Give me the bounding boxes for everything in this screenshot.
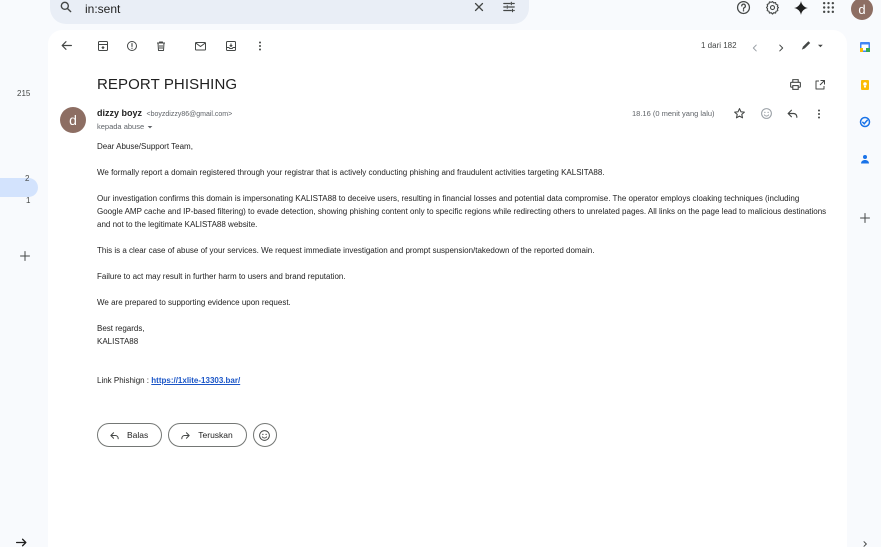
- rail-count-a: 2: [25, 174, 30, 183]
- contacts-icon[interactable]: [859, 153, 871, 165]
- account-avatar[interactable]: d: [851, 0, 873, 20]
- back-arrow-icon[interactable]: [60, 39, 74, 53]
- reply-button-label: Balas: [127, 430, 149, 440]
- search-input[interactable]: in:sent: [85, 2, 121, 16]
- settings-gear-icon[interactable]: [765, 0, 780, 15]
- body-paragraph-5: We are prepared to supporting evidence upon request.: [97, 298, 291, 307]
- add-label-icon[interactable]: [19, 250, 31, 262]
- side-apps-rail: [847, 30, 881, 547]
- recipient-label: kepada abuse: [97, 122, 145, 131]
- email-timestamp: 18.16 (0 menit yang lalu): [632, 109, 715, 118]
- email-panel: [48, 30, 847, 547]
- forward-button-label: Teruskan: [198, 430, 233, 440]
- report-spam-icon[interactable]: [126, 39, 140, 53]
- get-addons-plus-icon[interactable]: [859, 212, 871, 224]
- rail-active-item[interactable]: [0, 178, 38, 197]
- recipient-dropdown-icon[interactable]: [146, 123, 154, 131]
- search-options-icon[interactable]: [502, 0, 516, 19]
- body-link-label: Link Phishign :: [97, 376, 152, 385]
- body-paragraph-1: We formally report a domain registered through your registrar that is actively conducting phishing and fraudulent activities targeting KALSITA88.: [97, 168, 605, 177]
- sender-name: dizzy boyz: [97, 108, 143, 118]
- reply-icon[interactable]: [786, 107, 800, 121]
- emoji-smile-icon: [258, 429, 271, 442]
- apps-grid-icon[interactable]: [822, 1, 835, 14]
- gemini-sparkle-icon[interactable]: [793, 0, 809, 16]
- body-paragraph-3: This is a clear case of abuse of your services. We request immediate investigation and prompt suspension/takedown of the reported domain.: [97, 246, 595, 255]
- search-bar[interactable]: [50, 0, 529, 24]
- move-to-icon[interactable]: [225, 39, 239, 53]
- body-signature: KALISTA88: [97, 337, 139, 346]
- recipient-line[interactable]: [97, 122, 154, 131]
- sender-line: [97, 108, 232, 118]
- add-reaction-icon[interactable]: [760, 107, 774, 121]
- body-greeting: Dear Abuse/Support Team,: [97, 142, 193, 151]
- expand-arrow-icon[interactable]: [15, 536, 28, 547]
- print-icon[interactable]: [789, 78, 803, 92]
- side-panel-toggle-icon[interactable]: [861, 540, 869, 547]
- message-more-icon[interactable]: [813, 107, 827, 121]
- rail-count-inbox: 215: [17, 89, 31, 98]
- tasks-icon[interactable]: [859, 116, 871, 128]
- forward-arrow-icon: [180, 430, 191, 441]
- phishing-link[interactable]: https://1xlite-13303.bar/: [151, 376, 241, 385]
- sender-avatar[interactable]: d: [60, 107, 86, 133]
- chevron-left-icon[interactable]: [750, 40, 764, 54]
- pager-count: 1 dari 182: [701, 41, 737, 50]
- star-icon[interactable]: [733, 107, 747, 121]
- body-link-line: [97, 374, 827, 387]
- emoji-reaction-button[interactable]: [253, 423, 277, 447]
- message-actions: [97, 423, 277, 447]
- search-icon[interactable]: [59, 0, 73, 19]
- email-subject: REPORT PHISHING: [97, 76, 238, 93]
- archive-icon[interactable]: [97, 39, 111, 53]
- help-icon[interactable]: [736, 0, 751, 15]
- email-body: [97, 140, 827, 387]
- body-signoff: Best regards,: [97, 324, 145, 333]
- body-paragraph-4: Failure to act may result in further harm to users and brand reputation.: [97, 272, 346, 281]
- forward-button[interactable]: [168, 423, 247, 447]
- open-new-window-icon[interactable]: [814, 78, 828, 92]
- left-rail: [0, 30, 48, 547]
- clear-search-icon[interactable]: [472, 0, 486, 19]
- more-options-icon[interactable]: [254, 39, 268, 53]
- rail-count-b: 1: [26, 196, 31, 205]
- chevron-right-icon[interactable]: [776, 40, 790, 54]
- body-paragraph-2: Our investigation confirms this domain is impersonating KALISTA88 to deceive users, resulting in financial losses and potential data compromise. The operator employs cloaking techniques (including Google AMP cache and IP-based filtering) to evade detection, showing phishing content only to specific regions while redirecting others to unrelated pages. All links on the page lead to malicious destinations and not to the legitimate KALISTA88 website.: [97, 194, 827, 229]
- keep-notes-icon[interactable]: [859, 79, 871, 91]
- reply-button[interactable]: [97, 423, 162, 447]
- mark-unread-icon[interactable]: [194, 39, 208, 53]
- input-tools-pen-icon[interactable]: [800, 39, 824, 53]
- calendar-icon[interactable]: [859, 41, 871, 53]
- sender-email: <boyzdizzy86@gmail.com>: [146, 111, 233, 118]
- delete-trash-icon[interactable]: [155, 39, 169, 53]
- reply-arrow-icon: [109, 430, 120, 441]
